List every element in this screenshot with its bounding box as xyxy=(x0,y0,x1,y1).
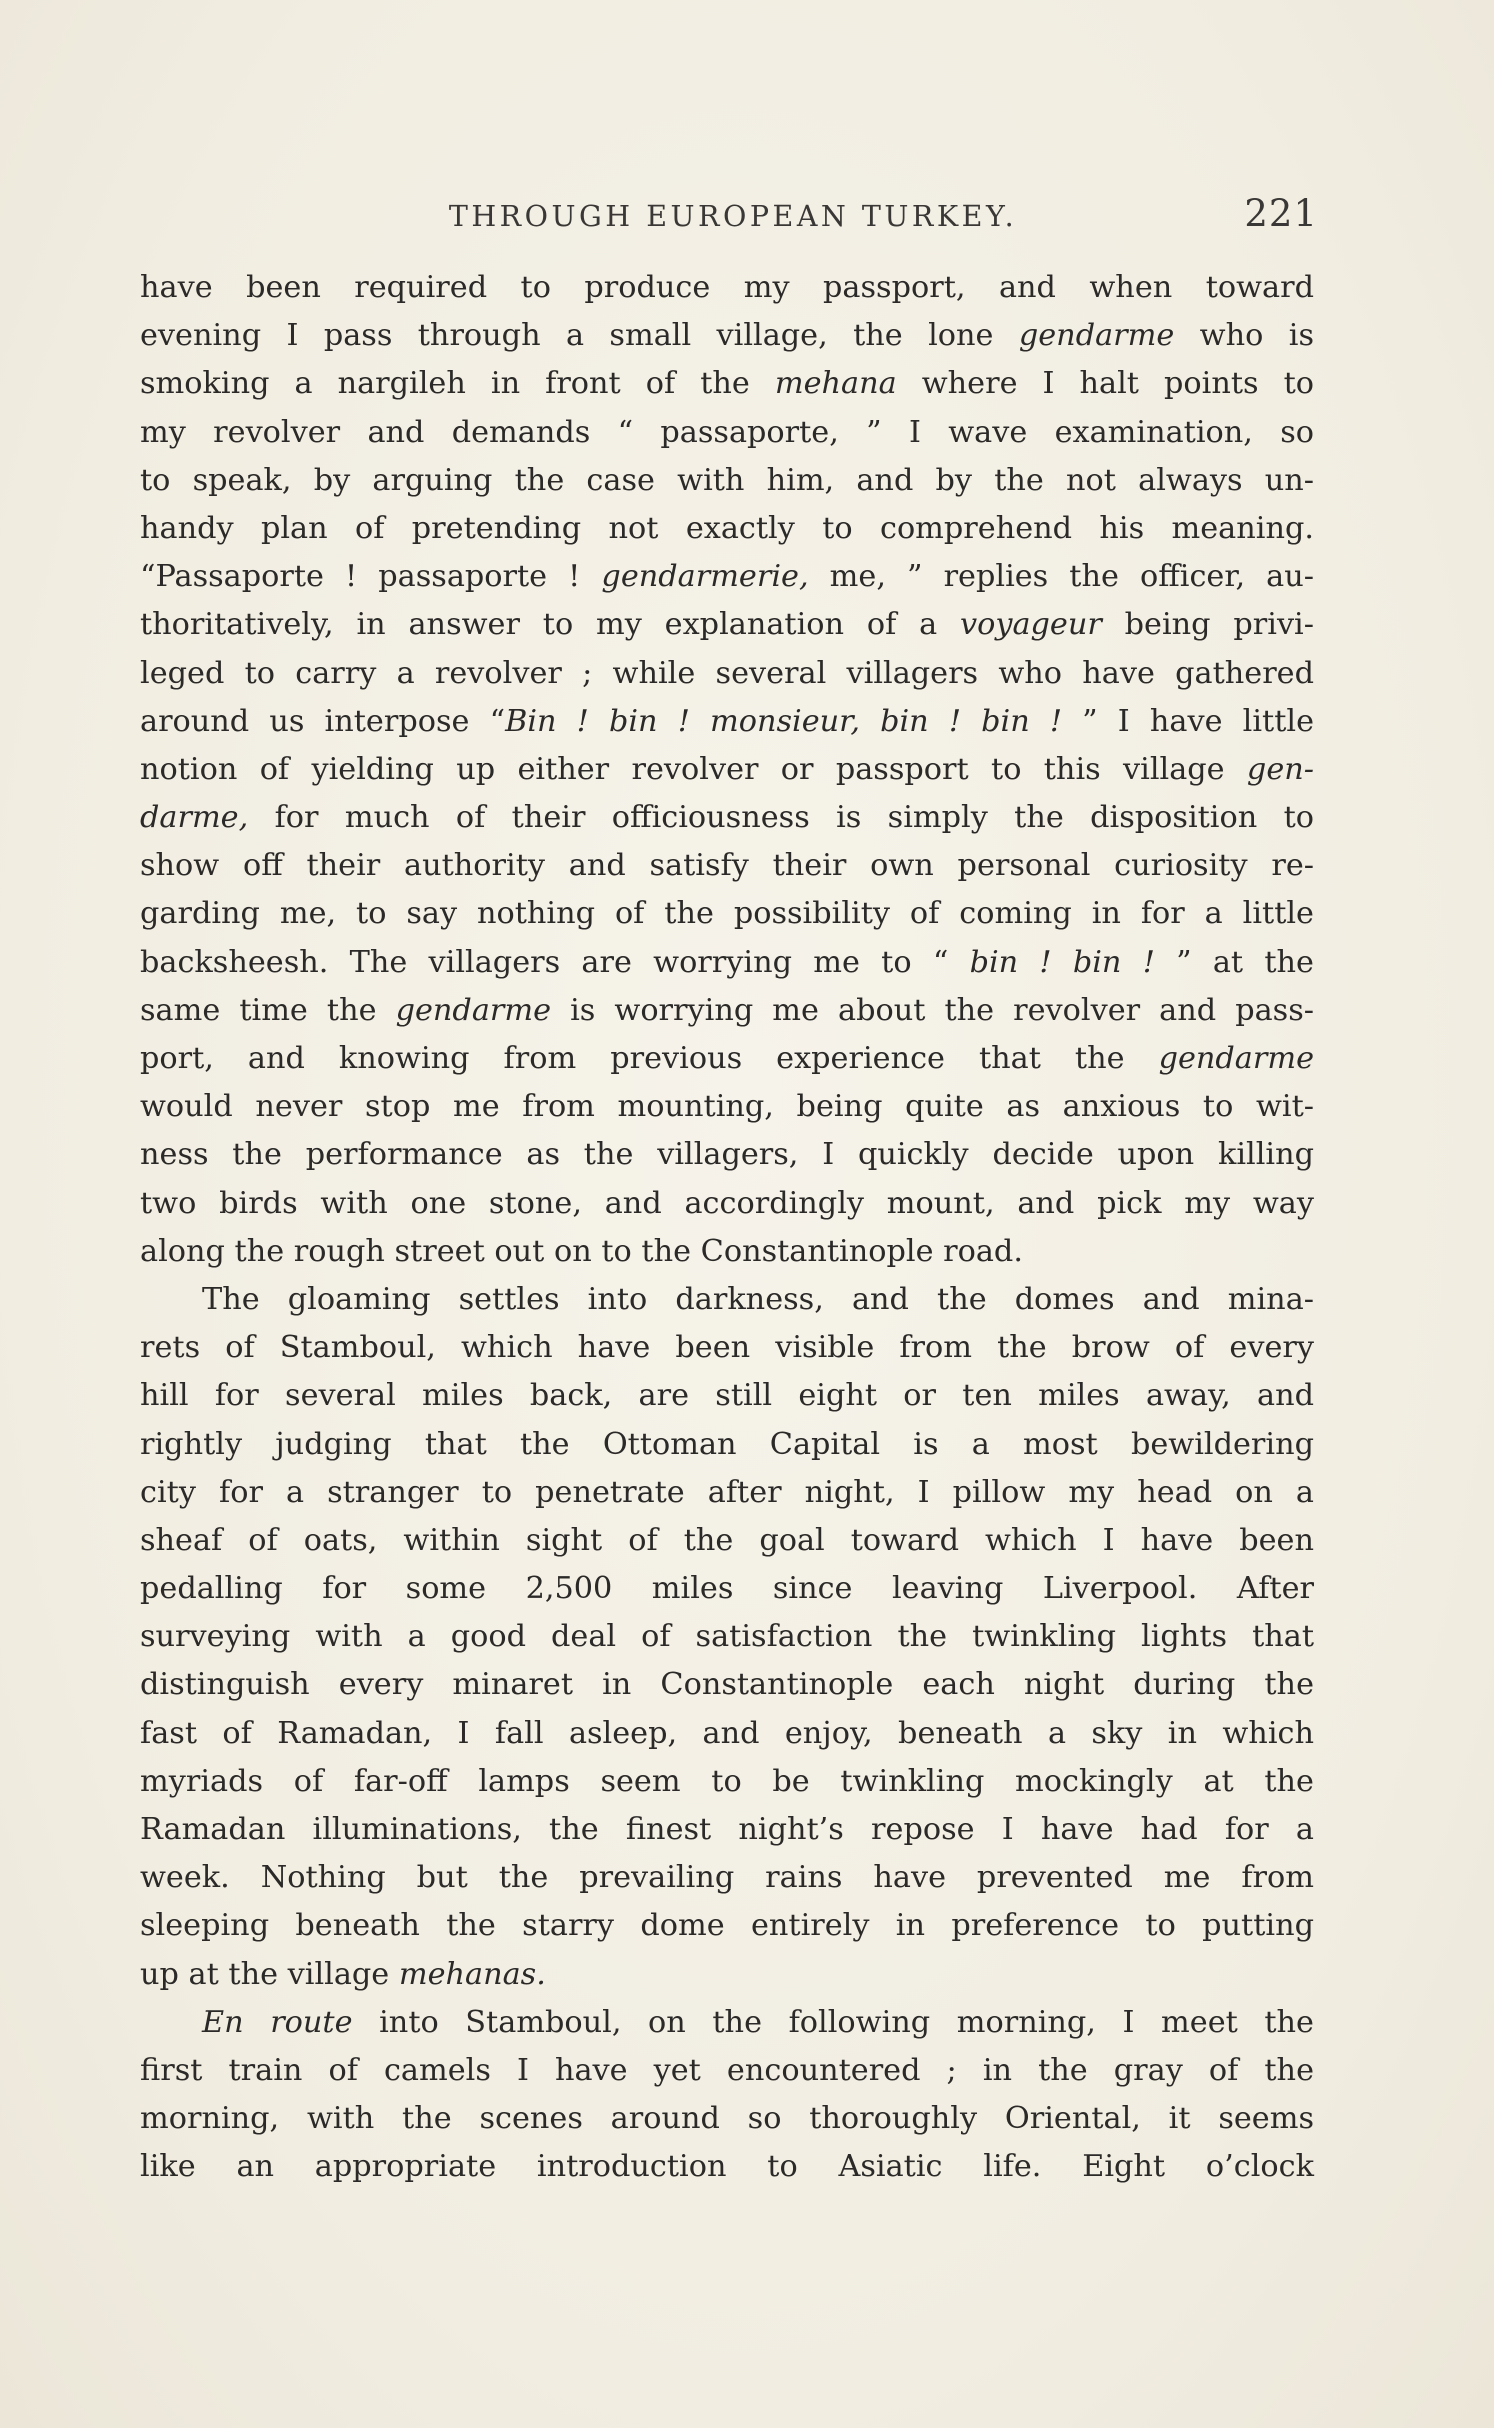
text-line xyxy=(140,1372,1314,1420)
text-run: ” I have little xyxy=(1062,703,1315,739)
italic-text: voyageur xyxy=(959,607,1102,643)
text-run: handy plan of pretending not exactly to comprehend his meaning. xyxy=(140,510,1314,546)
text-line xyxy=(140,1854,1314,1902)
italic-text: gendarmerie, xyxy=(601,559,809,595)
text-run: leged to carry a revolver ; while several villagers who have gathered xyxy=(140,655,1314,691)
text-line xyxy=(140,1565,1314,1613)
italic-text: gen- xyxy=(1246,751,1314,787)
text-run: city for a stranger to penetrate after night, I pillow my head on a xyxy=(140,1474,1314,1510)
text-run: same time the xyxy=(140,992,396,1028)
text-run: being privi- xyxy=(1101,607,1314,643)
text-line xyxy=(140,553,1314,601)
text-run: have been required to produce my passport, and when toward xyxy=(140,270,1314,305)
text-run: show off their authority and satisfy their own personal curiosity re- xyxy=(140,848,1314,884)
text-run: notion of yielding up either revolver or passport to this village xyxy=(140,751,1247,787)
text-line xyxy=(140,987,1314,1035)
text-run: into Stamboul, on the following morning, I meet the xyxy=(352,2004,1314,2040)
text-line xyxy=(140,1710,1314,1758)
text-run: who is xyxy=(1174,318,1314,354)
text-run: up at the village xyxy=(140,1956,399,1992)
text-line xyxy=(140,1469,1314,1517)
text-run: ness the performance as the villagers, I quickly decide upon killing xyxy=(140,1137,1314,1173)
text-run: thoritatively, in answer to my explanation of a xyxy=(140,607,960,643)
text-line xyxy=(140,2095,1314,2143)
text-run: distinguish every minaret in Constantinople each night during the xyxy=(140,1667,1314,1703)
text-run: pedalling for some 2,500 miles since leaving Liverpool. After xyxy=(140,1571,1314,1607)
text-line xyxy=(140,1999,1314,2047)
text-run: port, and knowing from previous experience that the xyxy=(140,1041,1159,1076)
text-line xyxy=(140,360,1314,408)
text-line xyxy=(140,1083,1314,1131)
text-run: where I halt points to xyxy=(896,366,1314,402)
text-line xyxy=(140,2047,1314,2095)
text-line xyxy=(140,698,1314,746)
text-line xyxy=(140,1517,1314,1565)
text-run: is worrying me about the revolver and pass- xyxy=(551,992,1314,1028)
text-line xyxy=(140,650,1314,698)
text-line xyxy=(140,890,1314,938)
text-line xyxy=(140,1131,1314,1179)
text-line xyxy=(140,505,1314,553)
text-line xyxy=(140,1806,1314,1854)
text-run: evening I pass through a small village, the lone xyxy=(140,318,1019,354)
text-run: along the rough street out on to the Constantinople road. xyxy=(140,1233,1023,1269)
text-line xyxy=(140,1035,1314,1083)
italic-text: En route xyxy=(202,2004,353,2040)
italic-text: gendarme xyxy=(1018,318,1175,354)
text-run: garding me, to say nothing of the possibility of coming in for a little xyxy=(140,896,1314,932)
text-line xyxy=(140,264,1314,312)
text-line xyxy=(140,1758,1314,1806)
text-run: my revolver and demands “ passaporte, ” I wave examination, so xyxy=(140,414,1314,450)
text-run: morning, with the scenes around so thoroughly Oriental, it seems xyxy=(140,2101,1314,2137)
text-run: hill for several miles back, are still eight or ten miles away, and xyxy=(140,1378,1314,1414)
italic-text: mehanas. xyxy=(398,1956,546,1992)
text-line xyxy=(140,1613,1314,1661)
page-number: 221 xyxy=(1244,192,1318,235)
text-run: myriads of far-off lamps seem to be twinkling mockingly at the xyxy=(140,1763,1314,1799)
text-line xyxy=(140,312,1314,360)
text-line xyxy=(140,2143,1314,2191)
text-run: Ramadan illuminations, the finest night’s repose I have had for a xyxy=(140,1812,1314,1847)
text-run: surveying with a good deal of satisfaction the twinkling lights that xyxy=(140,1619,1314,1655)
text-run: for much of their officiousness is simply the disposition to xyxy=(248,800,1314,836)
text-run: sheaf of oats, within sight of the goal toward which I have been xyxy=(140,1522,1314,1558)
text-run: me, ” replies the officer, au- xyxy=(808,559,1314,595)
text-line xyxy=(140,1661,1314,1709)
text-line xyxy=(140,601,1314,649)
italic-text: gendarme xyxy=(1158,1041,1314,1076)
text-line xyxy=(140,1228,1314,1276)
text-line xyxy=(140,939,1314,987)
text-line xyxy=(140,1951,1314,1999)
text-run: smoking a nargileh in front of the xyxy=(140,366,775,402)
italic-text: gendarme xyxy=(395,992,552,1028)
text-run: “Passaporte ! passaporte ! xyxy=(140,559,602,595)
text-line xyxy=(140,842,1314,890)
italic-text: bin ! bin ! xyxy=(969,944,1155,980)
text-run: The gloaming settles into darkness, and the domes and mina- xyxy=(202,1281,1314,1317)
text-run: ” at the xyxy=(1154,944,1314,980)
text-run: rightly judging that the Ottoman Capital is a most bewildering xyxy=(140,1426,1314,1462)
text-line xyxy=(140,1276,1314,1324)
italic-text: darme, xyxy=(140,800,249,836)
text-run: fast of Ramadan, I fall asleep, and enjoy, beneath a sky in which xyxy=(140,1715,1314,1751)
text-line xyxy=(140,1180,1314,1228)
text-line xyxy=(140,1324,1314,1372)
text-run: around us interpose “ xyxy=(140,703,506,739)
text-line xyxy=(140,746,1314,794)
running-title: THROUGH EUROPEAN TURKEY. xyxy=(448,200,1018,233)
text-line xyxy=(140,1421,1314,1469)
text-run: backsheesh. The villagers are worrying me to “ xyxy=(140,944,970,980)
italic-text: Bin ! bin ! monsieur, bin ! bin ! xyxy=(505,703,1063,739)
body-text xyxy=(140,264,1314,2192)
italic-text: mehana xyxy=(774,366,897,402)
text-line xyxy=(140,409,1314,457)
text-run: would never stop me from mounting, being quite as anxious to wit- xyxy=(140,1089,1314,1125)
text-run: sleeping beneath the starry dome entirely in preference to putting xyxy=(140,1908,1314,1944)
text-run: first train of camels I have yet encountered ; in the gray of the xyxy=(140,2052,1314,2088)
text-run: rets of Stamboul, which have been visible from the brow of every xyxy=(140,1330,1314,1366)
text-run: week. Nothing but the prevailing rains have prevented me from xyxy=(140,1860,1314,1896)
text-line xyxy=(140,794,1314,842)
text-line xyxy=(140,457,1314,505)
running-header xyxy=(148,190,1318,240)
text-run: like an appropriate introduction to Asiatic life. Eight o’clock xyxy=(140,2149,1314,2185)
text-run: two birds with one stone, and accordingly mount, and pick my way xyxy=(140,1185,1314,1221)
text-run: to speak, by arguing the case with him, and by the not always un- xyxy=(140,462,1314,498)
text-line xyxy=(140,1902,1314,1950)
